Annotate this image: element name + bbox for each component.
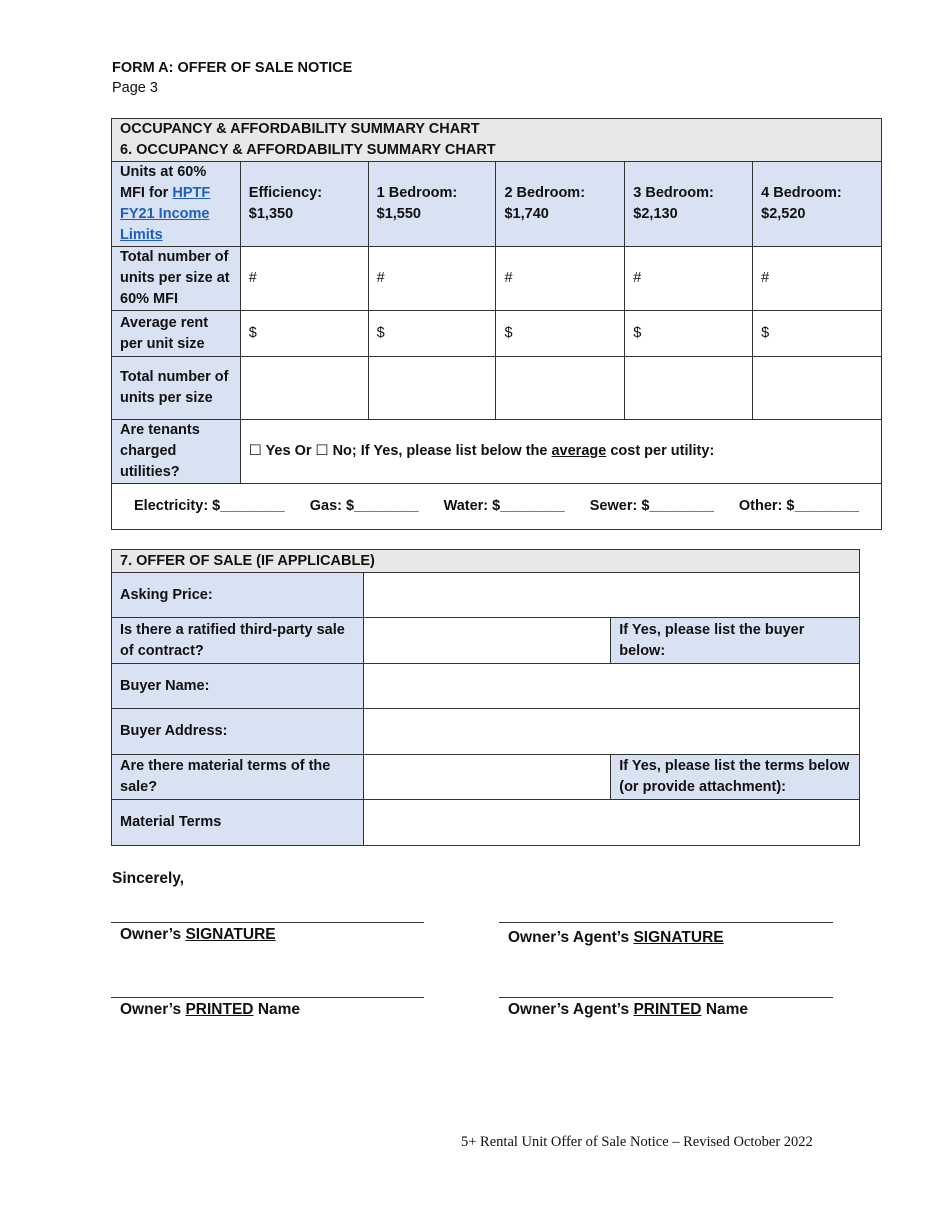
col-3-bedroom: 3 Bedroom: $2,130 xyxy=(625,162,753,247)
section6-title xyxy=(112,119,882,162)
units-60-1br-field[interactable]: # xyxy=(368,247,496,311)
units-2br-field[interactable] xyxy=(496,357,625,420)
utilities-question[interactable]: ☐ Yes Or ☐ No; If Yes, please list below the average cost per utility: xyxy=(240,420,881,484)
asking-price-label: Asking Price: xyxy=(112,573,364,618)
owner-signature-line[interactable] xyxy=(111,922,424,923)
rent-efficiency-field[interactable]: $ xyxy=(240,311,368,357)
owner-printed-name-line[interactable] xyxy=(111,997,424,998)
rent-2br-field[interactable]: $ xyxy=(496,311,625,357)
col-1-bedroom: 1 Bedroom: $1,550 xyxy=(368,162,496,247)
water-field[interactable]: Water: $________ xyxy=(443,498,565,514)
section6-title-a: OCCUPANCY & AFFORDABILITY SUMMARY CHART xyxy=(120,121,480,137)
material-terms-label: Material Terms xyxy=(112,800,364,846)
page-number: Page 3 xyxy=(112,80,158,96)
agent-signature-line[interactable] xyxy=(499,922,833,923)
offer-of-sale-table xyxy=(111,549,860,846)
buyer-address-field[interactable] xyxy=(363,709,859,755)
units-efficiency-field[interactable] xyxy=(240,357,368,420)
rent-4br-field[interactable]: $ xyxy=(753,311,882,357)
mfi-label: Units at 60% MFI for HPTF FY21 Income Limits xyxy=(112,162,241,247)
gas-field[interactable]: Gas: $________ xyxy=(309,498,419,514)
col-2-bedroom: 2 Bedroom: $1,740 xyxy=(496,162,625,247)
sewer-field[interactable]: Sewer: $________ xyxy=(589,498,714,514)
units-4br-field[interactable] xyxy=(753,357,882,420)
material-terms-question: Are there material terms of the sale? xyxy=(112,755,364,800)
footer: 5+ Rental Unit Offer of Sale Notice – Revised October 2022 xyxy=(461,1134,813,1150)
asking-price-field[interactable] xyxy=(363,573,859,618)
buyer-address-label: Buyer Address: xyxy=(112,709,364,755)
occupancy-affordability-table xyxy=(111,118,882,530)
buyer-name-field[interactable] xyxy=(363,664,859,709)
utilities-costs-row xyxy=(112,484,882,530)
row-units-60-label: Total number of units per size at 60% MFI xyxy=(112,247,241,311)
material-terms-note: If Yes, please list the terms below (or provide attachment): xyxy=(611,755,860,800)
buyer-name-label: Buyer Name: xyxy=(112,664,364,709)
section7-title: 7. OFFER OF SALE (IF APPLICABLE) xyxy=(112,550,860,573)
material-terms-field[interactable] xyxy=(363,800,859,846)
units-3br-field[interactable] xyxy=(625,357,753,420)
agent-printed-name-label: Owner’s Agent’s PRINTED Name xyxy=(508,1001,749,1018)
agent-printed-name-line[interactable] xyxy=(499,997,833,998)
units-60-2br-field[interactable]: # xyxy=(496,247,625,311)
hptf-income-limits-link[interactable]: HPTF FY21 Income Limits xyxy=(120,185,211,243)
owner-signature-label: Owner’s SIGNATURE xyxy=(120,926,276,943)
ratified-label: Is there a ratified third-party sale of contract? xyxy=(112,618,364,664)
sincerely: Sincerely, xyxy=(112,870,185,887)
rent-3br-field[interactable]: $ xyxy=(625,311,753,357)
units-60-3br-field[interactable]: # xyxy=(625,247,753,311)
row-rent-label: Average rent per unit size xyxy=(112,311,241,357)
units-60-4br-field[interactable]: # xyxy=(753,247,882,311)
agent-signature-label: Owner’s Agent’s SIGNATURE xyxy=(508,929,724,946)
material-terms-answer-field[interactable] xyxy=(363,755,611,800)
utilities-label: Are tenants charged utilities? xyxy=(112,420,241,484)
row-units-label: Total number of units per size xyxy=(112,357,241,420)
electricity-field[interactable]: Electricity: $________ xyxy=(134,498,285,514)
ratified-field[interactable] xyxy=(363,618,611,664)
form-header xyxy=(112,58,352,98)
col-4-bedroom: 4 Bedroom: $2,520 xyxy=(753,162,882,247)
units-1br-field[interactable] xyxy=(368,357,496,420)
col-efficiency: Efficiency: $1,350 xyxy=(240,162,368,247)
other-field[interactable]: Other: $________ xyxy=(738,498,859,514)
units-60-efficiency-field[interactable]: # xyxy=(240,247,368,311)
rent-1br-field[interactable]: $ xyxy=(368,311,496,357)
section6-title-b: 6. OCCUPANCY & AFFORDABILITY SUMMARY CHART xyxy=(120,142,496,158)
ratified-note: If Yes, please list the buyer below: xyxy=(611,618,860,664)
owner-printed-name-label: Owner’s PRINTED Name xyxy=(120,1001,301,1018)
form-title: FORM A: OFFER OF SALE NOTICE xyxy=(112,60,353,76)
